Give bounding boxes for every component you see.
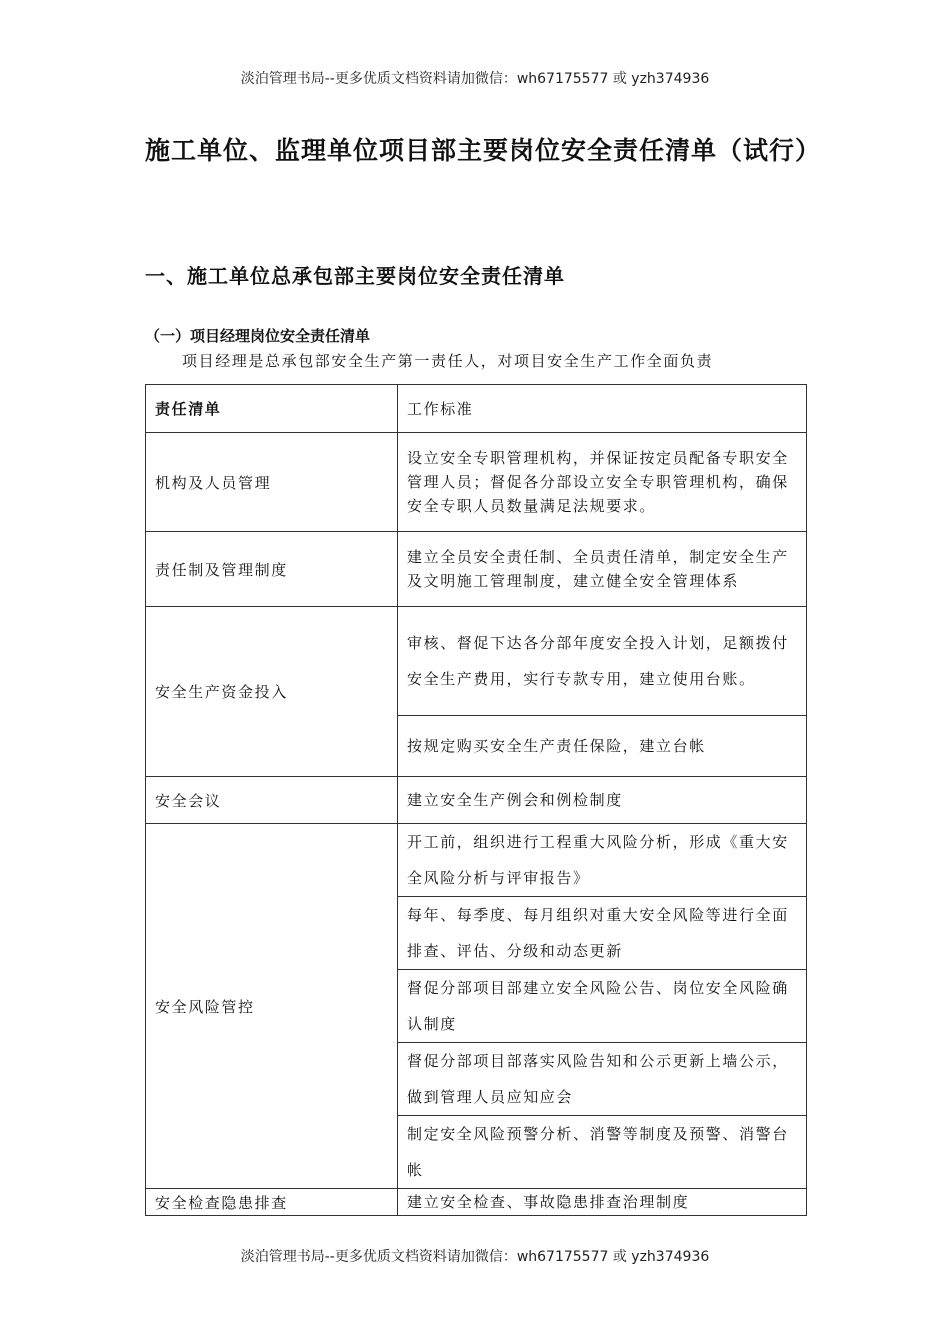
table-row (146, 777, 807, 824)
standard-cell: 按规定购买安全生产责任保险，建立台帐 (398, 716, 807, 777)
standard-cell: 开工前，组织进行工程重大风险分析，形成《重大安全风险分析与评审报告》 (398, 824, 807, 897)
page-header: 淡泊管理书局--更多优质文档资料请加微信：wh67175577 或 yzh374936 (240, 71, 710, 87)
standard-cell: 设立安全专职管理机构，并保证按定员配备专职安全管理人员；督促各分部设立安全专职管理机构，确保安全专职人员数量满足法规要求。 (398, 433, 807, 532)
header-cell-standard: 工作标准 (398, 385, 807, 433)
table-row (146, 433, 807, 532)
category-cell: 安全会议 (146, 777, 398, 824)
category-cell: 机构及人员管理 (146, 433, 398, 532)
document-title: 施工单位、监理单位项目部主要岗位安全责任清单（试行） (145, 136, 822, 165)
category-cell: 安全生产资金投入 (146, 607, 398, 777)
standard-cell: 每年、每季度、每月组织对重大安全风险等进行全面排查、评估、分级和动态更新 (398, 897, 807, 970)
intro-paragraph: 项目经理是总承包部安全生产第一责任人，对项目安全生产工作全面负责 (182, 352, 714, 370)
standard-cell: 审核、督促下达各分部年度安全投入计划，足额拨付安全生产费用，实行专款专用，建立使用台账。 (398, 607, 807, 716)
table-row (146, 607, 807, 716)
page-footer: 淡泊管理书局--更多优质文档资料请加微信：wh67175577 或 yzh374936 (240, 1249, 710, 1265)
subsection-heading: （一）项目经理岗位安全责任清单 (145, 327, 371, 345)
standard-cell: 督促分部项目部落实风险告知和公示更新上墙公示，做到管理人员应知应会 (398, 1043, 807, 1116)
standard-cell: 制定安全风险预警分析、消警等制度及预警、消警台帐 (398, 1116, 807, 1189)
category-cell: 安全风险管控 (146, 824, 398, 1189)
table-header-row (146, 385, 807, 433)
table-row (146, 824, 807, 897)
table-row (146, 532, 807, 607)
section-heading: 一、施工单位总承包部主要岗位安全责任清单 (145, 264, 565, 288)
standard-cell: 建立安全检查、事故隐患排查治理制度 (398, 1189, 807, 1216)
standard-cell: 建立全员安全责任制、全员责任清单，制定安全生产及文明施工管理制度，建立健全安全管理体系 (398, 532, 807, 607)
responsibility-table (145, 384, 807, 1216)
header-cell-responsibility: 责任清单 (146, 385, 398, 433)
category-cell: 责任制及管理制度 (146, 532, 398, 607)
category-cell: 安全检查隐患排查 (146, 1189, 398, 1216)
standard-cell: 督促分部项目部建立安全风险公告、岗位安全风险确认制度 (398, 970, 807, 1043)
table-row (146, 1189, 807, 1216)
standard-cell: 建立安全生产例会和例检制度 (398, 777, 807, 824)
